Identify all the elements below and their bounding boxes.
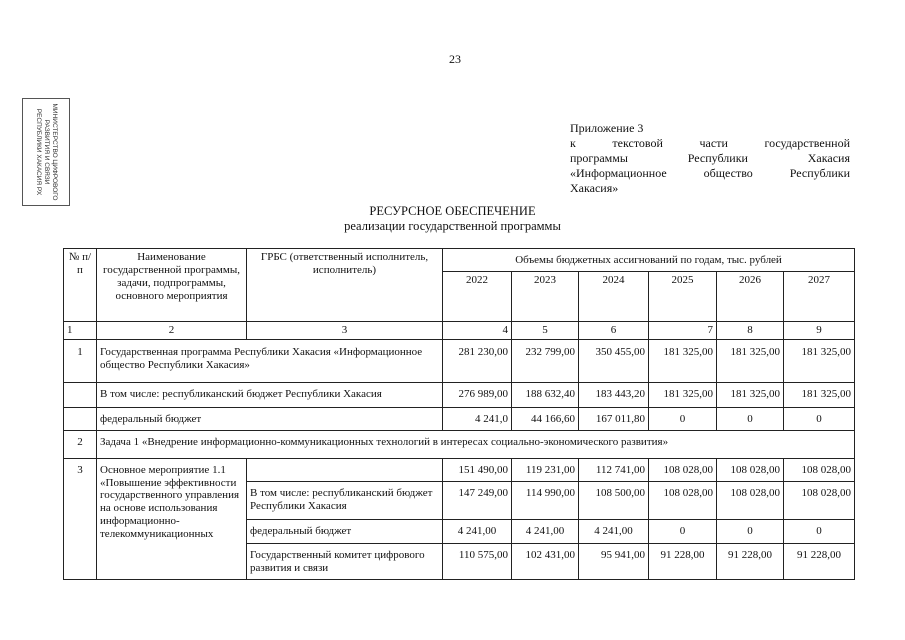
value-cell: 276 989,00 [443, 383, 512, 408]
value-cell: 119 231,00 [512, 459, 579, 482]
year-cell: 2026 [717, 272, 784, 322]
value-cell: 181 325,00 [784, 383, 855, 408]
col-number: 5 [512, 322, 579, 340]
value-cell: 181 325,00 [784, 340, 855, 383]
value-cell: 181 325,00 [649, 383, 717, 408]
appendix-block [570, 121, 850, 196]
empty-cell [247, 459, 443, 482]
table-row [64, 459, 855, 482]
header-volumes: Объемы бюджетных ассигнований по годам, тыс. рублей [443, 249, 855, 272]
value-cell: 151 490,00 [443, 459, 512, 482]
appendix-line-4: «Информационное общество Республики [570, 166, 850, 180]
row-num: 1 [64, 340, 97, 383]
value-cell: 0 [784, 520, 855, 544]
document-title: РЕСУРСНОЕ ОБЕСПЕЧЕНИЕ [369, 204, 536, 218]
col-number: 7 [649, 322, 717, 340]
value-cell: 181 325,00 [649, 340, 717, 383]
appendix-line-5: Хакасия» [570, 181, 619, 195]
year-cell: 2025 [649, 272, 717, 322]
value-cell: 188 632,40 [512, 383, 579, 408]
value-cell: 0 [649, 520, 717, 544]
table-row [64, 431, 855, 459]
col-number: 4 [443, 322, 512, 340]
year-cell: 2024 [579, 272, 649, 322]
value-cell: 183 443,20 [579, 383, 649, 408]
row-name: Задача 1 «Внедрение информационно-коммуникационных технологий в интересах социально-экономического развития» [97, 431, 855, 459]
appendix-line-2: к текстовой части государственной [570, 136, 850, 150]
table-row [64, 340, 855, 383]
value-cell: 91 228,00 [717, 544, 784, 580]
col-number: 9 [784, 322, 855, 340]
page-number: 23 [449, 52, 461, 66]
value-cell: 0 [717, 408, 784, 431]
year-cell: 2023 [512, 272, 579, 322]
value-cell: 108 028,00 [717, 459, 784, 482]
value-cell: 44 166,60 [512, 408, 579, 431]
value-cell: 108 500,00 [579, 482, 649, 520]
col-number: 1 [64, 322, 97, 340]
row-name: федеральный бюджет [97, 408, 443, 431]
value-cell: 95 941,00 [579, 544, 649, 580]
registration-stamp [22, 98, 70, 206]
col-number: 6 [579, 322, 649, 340]
appendix-line-3: программы Республики Хакасия [570, 151, 850, 165]
col-number: 8 [717, 322, 784, 340]
grbs-cell: В том числе: республиканский бюджет Республики Хакасия [247, 482, 443, 520]
grbs-cell: федеральный бюджет [247, 520, 443, 544]
year-cell: 2022 [443, 272, 512, 322]
value-cell: 108 028,00 [649, 459, 717, 482]
value-cell: 0 [784, 408, 855, 431]
header-grbs: ГРБС (ответственный исполнитель, исполнитель) [247, 249, 443, 322]
row-num: 3 [64, 459, 97, 580]
value-cell: 91 228,00 [649, 544, 717, 580]
header-name: Наименование государственной программы, задачи, подпрограммы, основного мероприятия [97, 249, 247, 322]
grbs-cell: Государственный комитет цифрового развития и связи [247, 544, 443, 580]
table-row [64, 408, 855, 431]
value-cell: 108 028,00 [649, 482, 717, 520]
empty-cell [64, 383, 97, 408]
empty-cell [64, 408, 97, 431]
document-subtitle: реализации государственной программы [344, 219, 561, 233]
header-num: № п/п [64, 249, 97, 322]
value-cell: 110 575,00 [443, 544, 512, 580]
row-name: Основное мероприятие 1.1 «Повышение эффективности государственного управления на основе использования информационно-телекоммуникационных [97, 459, 247, 580]
value-cell: 108 028,00 [717, 482, 784, 520]
value-cell: 281 230,00 [443, 340, 512, 383]
value-cell: 112 741,00 [579, 459, 649, 482]
value-cell: 91 228,00 [784, 544, 855, 580]
row-num: 2 [64, 431, 97, 459]
value-cell: 4 241,00 [443, 520, 512, 544]
value-cell: 4 241,00 [579, 520, 649, 544]
col-number: 2 [97, 322, 247, 340]
resource-table [63, 248, 855, 580]
value-cell: 232 799,00 [512, 340, 579, 383]
row-name: В том числе: республиканский бюджет Республики Хакасия [97, 383, 443, 408]
column-number-row [64, 322, 855, 340]
year-cell: 2027 [784, 272, 855, 322]
header-row [64, 249, 855, 272]
stamp-text: МИНИСТЕРСТВО ЦИФРОВОГО РАЗВИТИЯ И СВЯЗИ РЕСПУБЛИКИ ХАКАСИЯ РХ [35, 103, 58, 201]
value-cell: 4 241,00 [512, 520, 579, 544]
value-cell: 114 990,00 [512, 482, 579, 520]
value-cell: 108 028,00 [784, 459, 855, 482]
value-cell: 102 431,00 [512, 544, 579, 580]
value-cell: 4 241,0 [443, 408, 512, 431]
row-name: Государственная программа Республики Хакасия «Информационное общество Республики Хакасия» [97, 340, 443, 383]
value-cell: 0 [717, 520, 784, 544]
value-cell: 147 249,00 [443, 482, 512, 520]
value-cell: 0 [649, 408, 717, 431]
value-cell: 181 325,00 [717, 340, 784, 383]
value-cell: 350 455,00 [579, 340, 649, 383]
value-cell: 108 028,00 [784, 482, 855, 520]
table-row [64, 383, 855, 408]
col-number: 3 [247, 322, 443, 340]
value-cell: 181 325,00 [717, 383, 784, 408]
appendix-line-1: Приложение 3 [570, 121, 644, 135]
value-cell: 167 011,80 [579, 408, 649, 431]
